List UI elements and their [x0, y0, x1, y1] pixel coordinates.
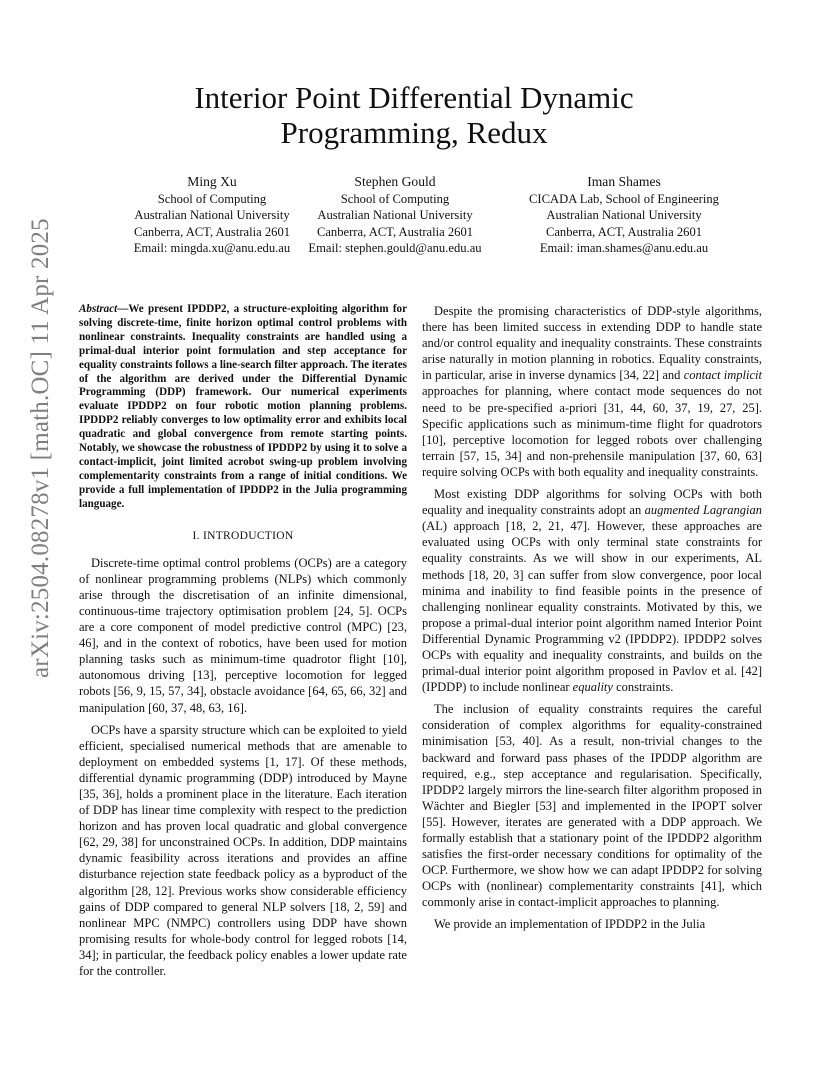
author-university: Australian National University: [546, 208, 702, 223]
author-name: Iman Shames: [587, 174, 661, 189]
emphasis: augmented Lagrangian: [644, 503, 762, 518]
paragraph: OCPs have a sparsity structure which can be exploited to yield efficient, specialised numerical methods that are amenable to deployment on embedded systems [1, 17]. Of these methods, differential dynamic programming (DDP) introduced by Mayne [35, 36], holds a prominent place in the literature. Each iteration of DDP has linear time complexity with respect to the prediction horizon and has proven local quadratic and global convergence [62, 29, 38] for unconstrained OCPs. In addition, DDP maintains dynamic feasibility across iterations and provides an affine disturbance rejection state feedback policy as a byproduct of the algorithm [28, 12]. Previous works show considerable efficiency gains of DDP compared to general NLP solvers [18, 2, 59] and nonlinear MPC (NMPC) controllers using DDP have shown promising results for whole-body control for legged robots [14, 34]; in particular, the feedback policy enables a lower update rate for the controller.: [79, 722, 407, 979]
paragraph: The inclusion of equality constraints requires the careful consideration of complex algorithms for equality-constrained minimisation [53, 40]. As a result, non-trivial changes to the backward and forward pass phases of the IPDDP algorithm are required, e.g., step acceptance and regularisation. Specifically, IPDDP2 largely mirrors the line-search filter algorithm proposed in Wächter and Biegler [53] and implemented in the IPOPT solver [55]. However, iterates are generated with a DDP approach. We formally establish that a stationary point of the IPDDP2 algorithm satisfies the first-order necessary conditions for optimality of the OCP. Furthermore, we show how we can adapt IPDDP2 for solving OCPs with (nonlinear) complementarity constraints [41], which commonly arise in contact-implicit approaches to planning.: [422, 702, 762, 910]
author-name: Ming Xu: [187, 174, 237, 189]
text-run: approaches for planning, where contact mode sequences do not need to be pre-specified a-priori [31, 44, 60, 37, 19, 27, 25]. Specific applications such as minimum-time flight for quadrotors [10], perceptive locomotion for legged robots over challenging terrain [57, 15, 34] and non-prehensile manipulation [37, 60, 63] require solving OCPs with both equality and inequality constraints.: [422, 384, 762, 479]
author-dept: School of Computing: [340, 192, 450, 207]
text-run: constraints.: [612, 680, 674, 695]
abstract-text: —We present IPDDP2, a structure-exploiting algorithm for solving discrete-time, finite horizon optimal control problems with nonlinear constraints. Inequality constraints are handled using a primal-dual interior point formulation and step acceptance for equality constraints follows a line-search filter approach. The iterates of the algorithm are derived under the Differential Dynamic Programming (DDP) framework. Our numerical experiments evaluate IPDDP2 on four robotic motion planning problems. IPDDP2 reliably converges to low optimality error and exhibits local quadratic and global convergence from remote starting points. Notably, we showcase the robustness of IPDDP2 by using it to solve a contact-implicit, joint limited acrobot swing-up problem involving complementarity constraints from a range of initial conditions. We provide a full implementation of IPDDP2 in the Julia programming language.: [79, 303, 407, 510]
arxiv-identifier: arXiv:2504.08278v1 [math.OC] 11 Apr 2025: [27, 218, 54, 678]
author-dept: CICADA Lab, School of Engineering: [529, 192, 719, 207]
paper-title: [0, 80, 828, 150]
author-name: Stephen Gould: [354, 174, 436, 189]
author-email: Email: stephen.gould@anu.edu.au: [308, 240, 482, 255]
paragraph: [422, 303, 762, 480]
author-location: Canberra, ACT, Australia 2601: [133, 224, 291, 239]
author-email: Email: iman.shames@anu.edu.au: [539, 240, 709, 255]
text-run: Despite the promising characteristics of DDP-style algorithms, there has been limited success in extending DDP to handle state and/or control equality and inequality constraints. These constraints arise naturally in motion planning in robotics. Equality constraints, in particular, arise in inverse dynamics [34, 22] and: [422, 304, 762, 383]
author-block-1: [112, 174, 312, 256]
author-location: Canberra, ACT, Australia 2601: [316, 224, 474, 239]
author-location: Canberra, ACT, Australia 2601: [545, 224, 703, 239]
paragraph: We provide an implementation of IPDDP2 in the Julia: [434, 917, 706, 932]
emphasis: equality: [572, 680, 613, 695]
right-column: [422, 303, 762, 939]
paragraph: Discrete-time optimal control problems (OCPs) are a category of nonlinear programming problems (NLPs) which commonly arise through the discretisation of an infinite dimensional, continuous-time trajectory optimisation problem [24, 5]. OCPs are a core component of model predictive control (MPC) [23, 46], and in the context of robotics, have been used for motion planning tasks such as minimum-time quadrotor flight [10], autonomous driving [13], perceptive locomotion for legged robots [56, 9, 15, 57, 34], obstacle avoidance [64, 65, 66, 32] and manipulation [60, 37, 48, 63, 16].: [79, 555, 407, 715]
emphasis: contact implicit: [683, 368, 762, 383]
text-run: (AL) approach [18, 2, 21, 47]. However, these approaches are evaluated using OCPs with only terminal state constraints for equality constraints. As we will show in our experiments, AL methods [18, 20, 3] can suffer from slow convergence, poor local minima and inability to find feasible points in the presence of challenging nonlinear equality constraints. Motivated by this, we propose a primal-dual interior point algorithm named Interior Point Differential Dynamic Programming v2 (IPDDP2). IPDDP2 solves OCPs with equality and inequality constraints, and builds on the primal-dual interior point algorithm proposed in Pavlov et al. [42] (IPDDP) to include nonlinear: [422, 519, 762, 695]
author-email: Email: mingda.xu@anu.edu.au: [133, 240, 291, 255]
paragraph: [422, 486, 762, 695]
author-block-2: [295, 174, 495, 256]
abstract-label: Abstract: [79, 303, 118, 315]
title-line-1: Interior Point Differential Dynamic: [194, 80, 634, 115]
title-line-2: Programming, Redux: [280, 115, 548, 150]
section-heading-introduction: I. INTRODUCTION: [192, 529, 294, 542]
abstract: [79, 303, 407, 512]
author-university: Australian National University: [317, 208, 473, 223]
left-column: [79, 303, 407, 985]
text-run: Most existing DDP algorithms for solving OCPs with both equality and inequality constraints adopt an: [422, 487, 762, 518]
author-university: Australian National University: [134, 208, 290, 223]
author-block-3: [508, 174, 740, 256]
author-dept: School of Computing: [157, 192, 267, 207]
